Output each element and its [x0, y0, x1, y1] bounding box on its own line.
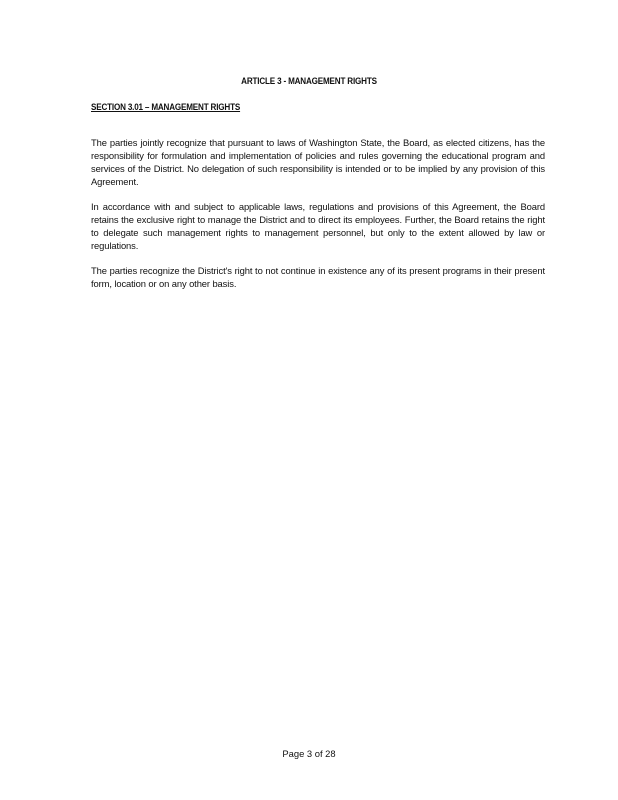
paragraph-board-rights: In accordance with and subject to applicable laws, regulations and provisions of this Agreement, the Board retains the exclusive right to manage the District and to direct its employees. Further, the Board retains the right to delegate such management rights to management personnel, but only to the extent allowed by law or regulations. — [91, 201, 545, 251]
paragraph-board-responsibility: The parties jointly recognize that pursuant to laws of Washington State, the Board, as elected citizens, has the responsibility for formulation and implementation of policies and rules governing the educational program and services of the District. No delegation of such responsibility is intended or to be implied by any provision of this Agreement. — [91, 137, 545, 187]
page-number-footer: Page 3 of 28 — [282, 748, 336, 759]
paragraph-district-programs: The parties recognize the District's right to not continue in existence any of its present programs in their present form, location or on any other basis. — [91, 265, 545, 290]
section-heading: SECTION 3.01 – MANAGEMENT RIGHTS — [91, 102, 241, 112]
article-heading: ARTICLE 3 - MANAGEMENT RIGHTS — [241, 76, 377, 86]
